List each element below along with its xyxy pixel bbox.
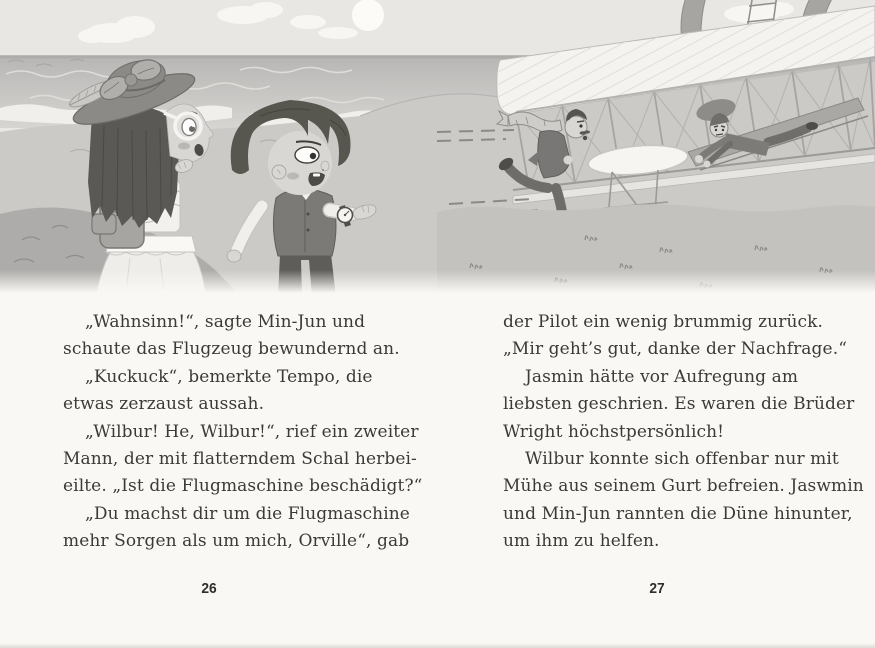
page-bottom-edge <box>0 643 875 648</box>
text-line: „Wilbur! He, Wilbur!“, rief ein zweiter <box>85 421 419 442</box>
page-number-right: 27 <box>649 580 665 597</box>
text-line: „Kuckuck“, bemerkte Tempo, die <box>85 366 373 387</box>
story-illustration <box>0 0 875 297</box>
text-line: Wright höchstpersönlich! <box>503 421 725 442</box>
sun <box>352 0 384 31</box>
text-line: „Wahnsinn!“, sagte Min-Jun und <box>85 312 366 332</box>
text-line: um ihm zu helfen. <box>503 531 660 552</box>
text-line: schaute das Flugzeug bewundernd an. <box>63 339 400 360</box>
text-line: etwas zerzaust aussah. <box>63 394 265 415</box>
text-line: der Pilot ein wenig brummig zurück. <box>503 312 824 332</box>
text-line: „Du machst dir um die Flugmaschine <box>85 503 410 524</box>
text-line: eilte. „Ist die Flugmaschine beschädigt?“ <box>63 476 423 497</box>
text-line: und Min-Jun rannten die Düne hinunter, <box>503 503 853 524</box>
text-line: mehr Sorgen als um mich, Orville“, gab <box>63 531 410 552</box>
page-number-left: 26 <box>201 580 217 597</box>
text-line: Jasmin hätte vor Aufregung am <box>525 366 799 387</box>
text-line: liebsten geschrien. Es waren die Brüder <box>503 394 855 415</box>
page-right-text <box>503 309 864 556</box>
text-line: Wilbur konnte sich offenbar nur mit <box>525 448 839 469</box>
girl-hair <box>88 106 180 228</box>
text-line: „Mir geht’s gut, danke der Nachfrage.“ <box>503 339 847 360</box>
page-left-text <box>63 309 422 556</box>
illustration-fade <box>0 270 875 297</box>
text-line: Mühe aus seinem Gurt befreien. Jaswmin <box>503 476 864 497</box>
text-line: Mann, der mit flatterndem Schal herbei- <box>63 448 417 469</box>
